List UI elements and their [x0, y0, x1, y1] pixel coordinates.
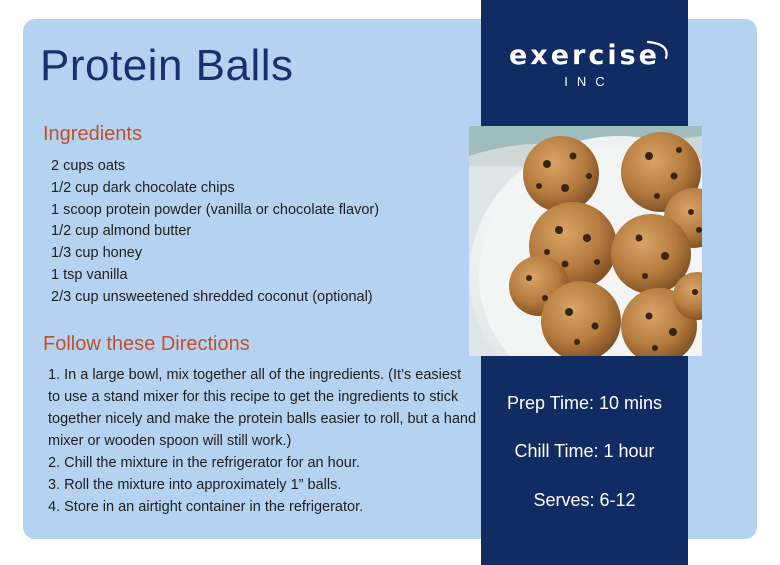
- brand-logo-sub: INC: [564, 74, 614, 89]
- ingredient-item: 1 scoop protein powder (vanilla or chocolate flavor): [51, 201, 380, 218]
- ingredient-item: 1/2 cup dark chocolate chips: [51, 179, 235, 196]
- servings: Serves: 6-12: [533, 490, 636, 510]
- ingredient-item: 2/3 cup unsweetened shredded coconut (optional): [51, 288, 373, 305]
- logo-swoosh-icon: [498, 36, 673, 76]
- brand-logo: [481, 42, 688, 88]
- ingredient-item: 1/3 cup honey: [51, 245, 143, 262]
- directions-list: [48, 364, 476, 518]
- ingredient-item: 2 cups oats: [51, 158, 126, 174]
- ingredients-list: [51, 156, 379, 309]
- direction-step: 3. Roll the mixture into approximately 1” balls.: [48, 477, 342, 493]
- protein-balls-image: [469, 126, 702, 356]
- ingredient-item: 1 tsp vanilla: [51, 266, 128, 283]
- ingredient-item: 1/2 cup almond butter: [51, 223, 192, 240]
- direction-step: 4. Store in an airtight container in the refrigerator.: [48, 499, 364, 515]
- prep-time: Prep Time: 10 mins: [506, 393, 663, 413]
- chill-time: Chill Time: 1 hour: [514, 441, 655, 461]
- directions-heading: Follow these Directions: [43, 333, 250, 355]
- direction-step: 2. Chill the mixture in the refrigerator for an hour.: [48, 455, 360, 471]
- direction-step: 1. In a large bowl, mix together all of the ingredients. (It’s easiest to use a stand mixer for this recipe to get the ingredients to stick together nicely and make the protein balls easier to roll, but a hand mixer or wooden spoon will still work.): [48, 367, 477, 449]
- protein-balls-photo: [469, 126, 702, 356]
- recipe-title: Protein Balls: [40, 41, 294, 90]
- brand-logo-word: exercise: [509, 40, 660, 71]
- ingredients-heading: Ingredients: [43, 123, 142, 145]
